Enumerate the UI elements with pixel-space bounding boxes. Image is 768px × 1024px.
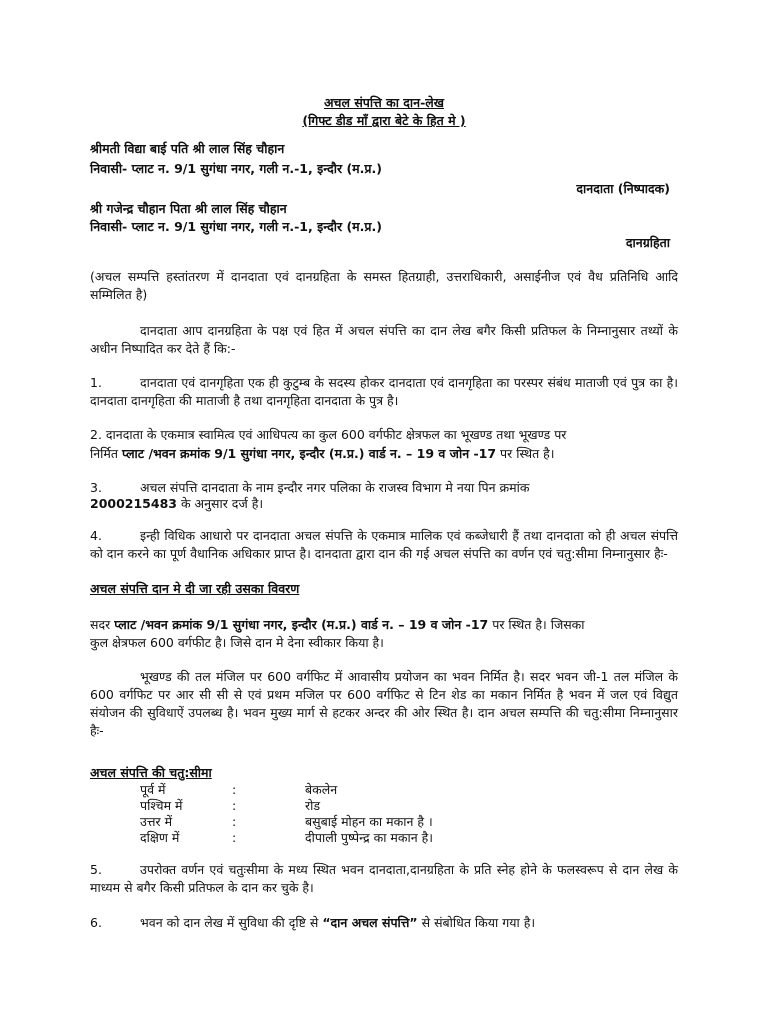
clause-2-line-2 xyxy=(90,445,555,463)
clause-1-text: दानदाता एवं दानगृहिता एक ही कुटुम्ब के सदस्य होकर दानदाता एवं दानगृहिता का परस्पर संबंध माताजी एवं पुत्र का है। दानदाता दानगृहिता की माताजी है तथा दानगृहिता दानदाता के पुत्र है। xyxy=(90,375,678,408)
boundary-west-value: रोड xyxy=(305,798,321,813)
clause-6-text xyxy=(140,914,535,932)
donee-address: निवासी- प्लाट न. 9/1 सुगंधा नगर, गली न.-1, इन्दौर (म.प्र.) xyxy=(90,219,382,234)
section-heading: अचल संपत्ति दान मे दी जा रही उसका विवरण xyxy=(90,581,300,596)
details-suffix: पर स्थित है। जिसका xyxy=(492,617,585,632)
clause-3-line-1: अचल संपत्ति दानदाता के नाम इन्दौर नगर पलिका के राजस्व विभाग मे नया पिन क्रमांक xyxy=(140,480,530,495)
clause-6-post: से संबोधित किया गया है। xyxy=(421,915,536,930)
clause-5-number: 5. xyxy=(90,862,102,877)
boundary-east-label: पूर्व में xyxy=(140,782,166,797)
boundary-north-label: उत्तर में xyxy=(140,814,173,829)
details-line-1 xyxy=(90,616,585,634)
clause-2-plot: प्लाट /भवन क्रमांक 9/1 सुगंधा नगर, इन्दौर (म.प्र.) वार्ड न. – 19 व जोन -17 xyxy=(122,446,497,461)
boundary-east-value: बेकलेन xyxy=(305,782,338,797)
donee-role: दानग्रहिता xyxy=(625,235,670,250)
details-plot: प्लाट /भवन क्रमांक 9/1 सुगंधा नगर, इन्दौर (म.प्र.) वार्ड न. – 19 व जोन -17 xyxy=(114,617,489,632)
clause-1-number: 1. xyxy=(90,375,102,390)
clause-4-number: 4. xyxy=(90,528,102,543)
boundary-west-label: पश्चिम में xyxy=(140,798,183,813)
parties-note: (अचल सम्पत्ति हस्तांतरण में दानदाता एवं दानग्रहिता के समस्त हितग्राही, उत्तराधिकारी, असाईनीज एवं वैध प्रतिनिधि आदि सम्मिलित है) xyxy=(90,269,678,302)
boundary-south-sep: : xyxy=(232,830,237,845)
clause-6-pre: भवन को दान लेख में सुविधा की दृष्टि से xyxy=(140,915,319,930)
clause-2-line-1: 2. दानदाता के एकमात्र स्वामित्व एवं आधिपत्य का कुल 600 वर्गफीट क्षेत्रफल का भूखण्ड तथा भूखण्ड पर xyxy=(90,427,567,442)
boundary-south-label: दक्षिण में xyxy=(140,830,180,845)
pin-number: 2000215483 xyxy=(90,496,177,511)
clause-6-term: “दान अचल संपत्ति” xyxy=(322,915,418,930)
clause-3-number: 3. xyxy=(90,480,102,495)
page-subtitle: (गिफ्ट डीड माँ द्वारा बेटे के हित मे ) xyxy=(302,113,466,128)
clause-2-built: निर्मित xyxy=(90,446,119,461)
boundary-west-sep: : xyxy=(232,798,237,813)
donor-address: निवासी- प्लाट न. 9/1 सुगंधा नगर, गली न.-1, इन्दौर (म.प्र.) xyxy=(90,161,382,176)
details-prefix: सदर xyxy=(90,617,111,632)
donor-name: श्रीमती विद्या बाई पति श्री लाल सिंह चौहान xyxy=(90,141,285,156)
clause-3-recorded: के अनुसार दर्ज है। xyxy=(180,496,264,511)
clause-2-location: पर स्थित है। xyxy=(500,446,555,461)
donor-role: दानदाता (निष्पादक) xyxy=(576,181,670,196)
details-line-2: कुल क्षेत्रफल 600 वर्गफीट है। जिसे दान मे देना स्वीकार किया है। xyxy=(90,635,384,650)
clause-4-text: इन्ही विधिक आधारो पर दानदाता अचल संपत्ति के एकमात्र मालिक एवं कब्जेधारी हैं तथा दानदाता को ही अचल संपत्ति को दान करने का पूर्ण वैधानिक अधिकार प्राप्त है। दानदाता द्वारा दान की गई अचल संपत्ति का वर्णन एवं चतु:सीमा निम्नानुसार हैः- xyxy=(90,528,678,561)
boundary-east-sep: : xyxy=(232,782,237,797)
building-paragraph: भूखण्ड की तल मंजिल पर 600 वर्गफिट में आवासीय प्रयोजन का भवन निर्मित है। सदर भवन जी-1 तल मंजिल के 600 वर्गफिट पर आर सी सी से एवं प्रथम मजिल पर 600 वर्गफिट से टिन शेड का मकान निर्मित है भवन में जल एवं विद्युत संयोजन की सुविधाऐं उपलब्ध है। भवन मुख्य मार्ग से हटकर अन्दर की ओर स्थित है। दान अचल सम्पत्ति की चतु:सीमा निम्नानुसार हैः- xyxy=(90,669,678,738)
intro-paragraph: दानदाता आप दानग्रहिता के पक्ष एवं हित में अचल संपत्ति का दान लेख बगैर किसी प्रतिफल के निम्नानुसार तथ्यों के अधीन निष्पादित कर देते हैं कि:- xyxy=(90,323,678,356)
clause-6-number: 6. xyxy=(90,915,102,930)
boundary-north-sep: : xyxy=(232,814,237,829)
boundary-heading: अचल संपत्ति की चतु:सीमा xyxy=(90,765,212,780)
boundary-south-value: दीपाली पुष्पेन्द्र का मकान है। xyxy=(305,830,434,845)
clause-5-text: उपरोक्त वर्णन एवं चतुःसीमा के मध्य स्थित भवन दानदाता,दानग्रहिता के प्रति स्नेह होने के फलस्वरूप से दान लेख के माध्यम से बगैर किसी प्रतिफल के दान कर चुके है। xyxy=(90,862,678,895)
clause-3-line-2 xyxy=(90,495,263,513)
donee-name: श्री गजेन्द्र चौहान पिता श्री लाल सिंह चौहान xyxy=(90,201,287,216)
boundary-north-value: बसुबाई मोहन का मकान है । xyxy=(305,814,433,829)
page-title: अचल संपत्ति का दान-लेख xyxy=(324,95,444,110)
